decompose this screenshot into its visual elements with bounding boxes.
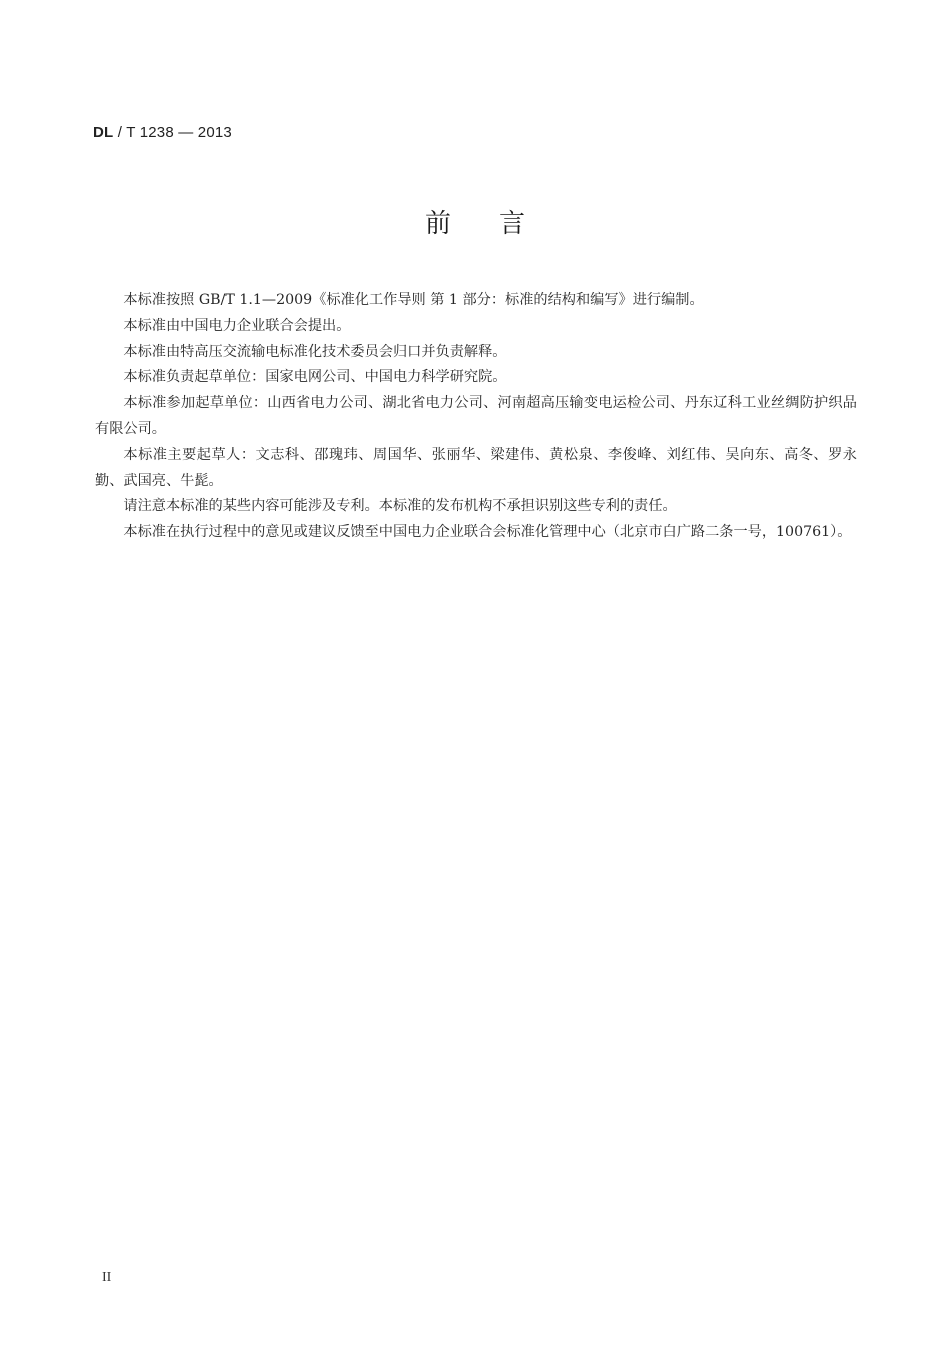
paragraph-proposer: 本标准由中国电力企业联合会提出。: [123, 317, 351, 334]
paragraph-main-drafters: 本标准主要起草人：文志科、邵瑰玮、周国华、张丽华、梁建伟、黄松泉、李俊峰、刘红伟、吴向东、高冬、罗永勤、武国亮、牛髭。: [95, 446, 857, 489]
paragraph-responsible-drafters: 本标准负责起草单位：国家电网公司、中国电力科学研究院。: [123, 369, 507, 386]
page-number: II: [102, 1270, 112, 1285]
document-code-header: [93, 124, 232, 141]
paragraph-participating-drafters: 本标准参加起草单位：山西省电力公司、湖北省电力公司、河南超高压输变电运检公司、丹东辽科工业丝绸防护织品有限公司。: [95, 395, 857, 437]
paragraph-feedback-contact: 本标准在执行过程中的意见或建议反馈至中国电力企业联合会标准化管理中心（北京市白广路二条一号，100761）。: [123, 524, 852, 541]
document-code-number: / T 1238 — 2013: [113, 124, 232, 141]
paragraph-drafting-rules: 本标准按照 GB/T 1.1—2009《标准化工作导则 第 1 部分：标准的结构和编写》进行编制。: [123, 292, 704, 308]
paragraph-technical-committee: 本标准由特高压交流输电标准化技术委员会归口并负责解释。: [123, 343, 507, 360]
paragraph-patent-notice: 请注意本标准的某些内容可能涉及专利。本标准的发布机构不承担识别这些专利的责任。: [123, 498, 677, 515]
page-title: 前言: [424, 209, 573, 239]
foreword-body: [95, 288, 857, 546]
document-code-prefix: DL: [93, 124, 114, 141]
